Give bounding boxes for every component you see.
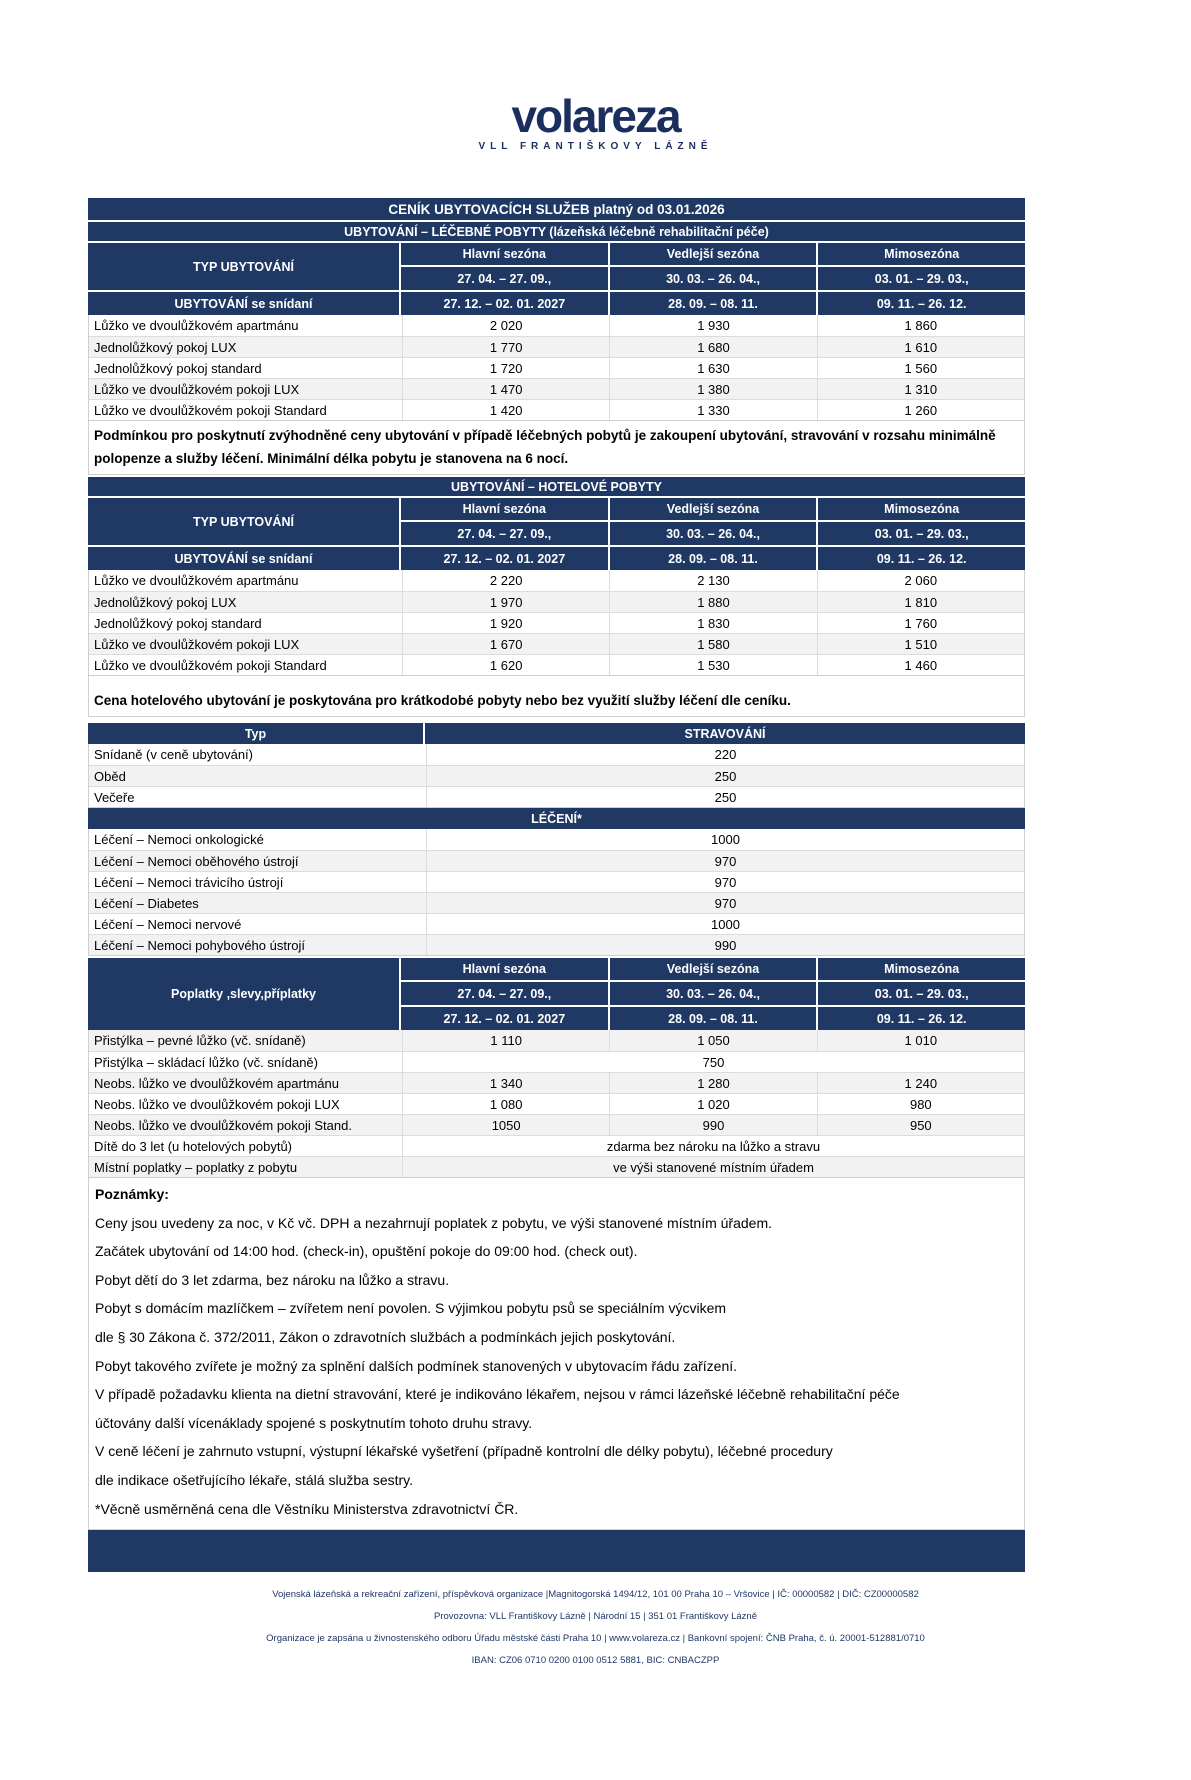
price-cell: 1 280	[609, 1073, 816, 1093]
row-label: Jednolůžkový pokoj LUX	[94, 594, 237, 610]
season-dates: 27. 12. – 02. 01. 2027	[401, 547, 608, 570]
price-cell: 1 460	[817, 655, 1024, 675]
price-cell: 1 260	[817, 400, 1024, 420]
spa-section-header: UBYTOVÁNÍ – LÉČEBNÉ POBYTY (lázeňská léčebně rehabilitační péče)	[88, 222, 1025, 241]
remark-line: *Věcně usměrněná cena dle Věstníku Ministerstva zdravotnictví ČR.	[95, 1500, 519, 1517]
breakfast-included-header: UBYTOVÁNÍ se snídaní	[88, 547, 399, 570]
price-list-document	[88, 198, 1025, 1572]
row-label: Přistýlka – skládací lůžko (vč. snídaně)	[94, 1054, 318, 1070]
table-row	[89, 786, 1024, 807]
season-name: Mimosezóna	[818, 958, 1025, 980]
season-dates: 03. 01. – 29. 03.,	[818, 982, 1025, 1005]
price-cell: 2 060	[817, 570, 1024, 591]
type-of-accommodation-header: TYP UBYTOVÁNÍ	[88, 498, 399, 545]
fees-table	[88, 1030, 1025, 1178]
table-row	[89, 570, 1024, 591]
row-label: Neobs. lůžko ve dvoulůžkovém pokoji LUX	[94, 1096, 340, 1112]
price-cell: 1 330	[609, 400, 816, 420]
table-row	[89, 654, 1024, 675]
remark-line: Ceny jsou uvedeny za noc, v Kč vč. DPH a nezahrnují poplatek z pobytu, ve výši stanovené místním úřadem.	[95, 1214, 773, 1231]
meals-header	[88, 723, 1025, 744]
price-cell: 1 580	[609, 634, 816, 654]
table-row	[89, 913, 1024, 934]
season-dates: 28. 09. – 08. 11.	[610, 1007, 817, 1030]
table-row	[89, 744, 1024, 765]
season-header-left	[88, 958, 399, 1030]
season-column-secondary	[610, 958, 817, 1030]
price-cell: 1 680	[609, 337, 816, 357]
season-header-left	[88, 498, 399, 570]
season-dates: 09. 11. – 26. 12.	[818, 1007, 1025, 1030]
spa-season-header	[88, 243, 1025, 315]
row-label: Léčení – Nemoci oběhového ústrojí	[94, 853, 299, 869]
price-cell: zdarma bez nároku na lůžko a stravu	[402, 1136, 1024, 1156]
fees-season-header	[88, 958, 1025, 1030]
price-cell: 1 340	[402, 1073, 609, 1093]
row-label: Léčení – Nemoci pohybového ústrojí	[94, 937, 306, 953]
row-label: Lůžko ve dvoulůžkovém pokoji LUX	[94, 636, 300, 652]
season-dates: 28. 09. – 08. 11.	[610, 547, 817, 570]
row-label: Přistýlka – pevné lůžko (vč. snídaně)	[94, 1033, 306, 1048]
row-label: Léčení – Nemoci nervové	[94, 916, 242, 932]
price-cell: 990	[426, 935, 1024, 955]
price-cell: 1 470	[402, 379, 609, 399]
season-column-offseason	[818, 243, 1025, 315]
hotel-section-header: UBYTOVÁNÍ – HOTELOVÉ POBYTY	[88, 477, 1025, 496]
treatment-table	[88, 829, 1025, 956]
row-label: Lůžko ve dvoulůžkovém pokoji LUX	[94, 381, 300, 397]
price-cell: 970	[426, 851, 1024, 871]
price-cell: 750	[402, 1052, 1024, 1072]
remark-line: Pobyt takového zvířete je možný za splnění dalších podmínek stanovených v ubytovacím řádu zařízení.	[95, 1357, 738, 1374]
price-cell: 1 720	[402, 358, 609, 378]
table-row	[89, 765, 1024, 786]
season-column-offseason	[818, 498, 1025, 570]
hotel-condition-note	[88, 676, 1025, 717]
season-column-main	[401, 958, 608, 1030]
row-label: Léčení – Nemoci trávicího ústrojí	[94, 874, 284, 890]
price-cell: 970	[426, 872, 1024, 892]
row-label: Lůžko ve dvoulůžkovém apartmánu	[94, 318, 299, 333]
price-cell: 1 610	[817, 337, 1024, 357]
table-row	[89, 934, 1024, 955]
season-name: Hlavní sezóna	[401, 243, 608, 265]
meals-title-header: STRAVOVÁNÍ	[425, 723, 1025, 744]
price-cell: 950	[817, 1115, 1024, 1135]
row-label: Dítě do 3 let (u hotelových pobytů)	[94, 1138, 293, 1154]
table-row	[89, 1030, 1024, 1051]
table-row	[89, 892, 1024, 913]
price-cell: 1000	[426, 914, 1024, 934]
season-dates: 30. 03. – 26. 04.,	[610, 982, 817, 1005]
remarks-section	[88, 1178, 1025, 1530]
price-cell: 1000	[426, 829, 1024, 850]
note-line: Podmínkou pro poskytnutí zvýhodněné ceny ubytování v případě léčebných pobytů je zakoupení ubytování, stravování v rozsahu minimálně	[94, 428, 996, 443]
logo-subtitle: VLL FRANTIŠKOVY LÁZNĚ	[478, 141, 713, 152]
table-row	[89, 357, 1024, 378]
footer-line: Organizace je zapsána u živnostenského odboru Úřadu městské části Praha 10 | www.volareza.cz | Bankovní spojení: ČNB Praha, č. ú. 20001-512881/0710	[266, 1633, 925, 1645]
price-cell: 1 760	[817, 613, 1024, 633]
season-name: Hlavní sezóna	[401, 958, 608, 980]
row-label: Lůžko ve dvoulůžkovém pokoji Standard	[94, 402, 327, 418]
price-cell: 1 620	[402, 655, 609, 675]
table-row	[89, 378, 1024, 399]
table-row	[89, 336, 1024, 357]
season-column-offseason	[818, 958, 1025, 1030]
row-label: Večeře	[94, 789, 135, 805]
remarks-title: Poznámky:	[95, 1186, 169, 1202]
season-dates: 09. 11. – 26. 12.	[818, 547, 1025, 570]
price-cell: 1 920	[402, 613, 609, 633]
row-label: Neobs. lůžko ve dvoulůžkovém pokoji Stand.	[94, 1117, 352, 1133]
table-row	[89, 612, 1024, 633]
season-column-secondary	[610, 498, 817, 570]
document-title: CENÍK UBYTOVACÍCH SLUŽEB platný od 03.01.2026	[88, 198, 1025, 220]
price-cell: 1 860	[817, 315, 1024, 336]
price-cell: 1 970	[402, 592, 609, 612]
bottom-navy-bar	[88, 1530, 1025, 1572]
hotel-season-header	[88, 498, 1025, 570]
row-label: Snídaně (v ceně ubytování)	[94, 747, 253, 762]
table-row	[89, 1093, 1024, 1114]
type-of-accommodation-header: TYP UBYTOVÁNÍ	[88, 243, 399, 290]
price-cell: 980	[817, 1094, 1024, 1114]
note-line: Cena hotelového ubytování je poskytována pro krátkodobé pobyty nebo bez využití služby léčení dle ceníku.	[94, 693, 791, 708]
season-name: Vedlejší sezóna	[610, 243, 817, 265]
price-cell: 1 770	[402, 337, 609, 357]
table-row	[89, 850, 1024, 871]
spa-price-table	[88, 315, 1025, 421]
season-column-secondary	[610, 243, 817, 315]
logo-brand: volareza	[511, 90, 680, 142]
table-row	[89, 829, 1024, 850]
row-label: Lůžko ve dvoulůžkovém apartmánu	[94, 573, 299, 588]
season-dates: 27. 04. – 27. 09.,	[401, 522, 608, 545]
remark-line: Pobyt dětí do 3 let zdarma, bez nároku na lůžko a stravu.	[95, 1271, 450, 1288]
season-header-left	[88, 243, 399, 315]
season-dates: 27. 04. – 27. 09.,	[401, 982, 608, 1005]
season-dates: 03. 01. – 29. 03.,	[818, 522, 1025, 545]
row-label: Jednolůžkový pokoj LUX	[94, 339, 237, 355]
season-dates: 28. 09. – 08. 11.	[610, 292, 817, 315]
price-cell: 1 810	[817, 592, 1024, 612]
row-label: Léčení – Diabetes	[94, 895, 199, 911]
season-dates: 30. 03. – 26. 04.,	[610, 522, 817, 545]
price-cell: 990	[609, 1115, 816, 1135]
season-name: Vedlejší sezóna	[610, 498, 817, 520]
season-name: Vedlejší sezóna	[610, 958, 817, 980]
company-footer	[0, 1584, 1191, 1672]
season-column-main	[401, 243, 608, 315]
table-row	[89, 1135, 1024, 1156]
remark-line: Pobyt s domácím mazlíčkem – zvířetem není povolen. S výjimkou pobytu psů se speciálním výcvikem	[95, 1300, 727, 1317]
price-cell: 220	[426, 744, 1024, 765]
price-cell: 1 240	[817, 1073, 1024, 1093]
price-cell: 1 010	[817, 1030, 1024, 1051]
table-row	[89, 1114, 1024, 1135]
table-row	[89, 399, 1024, 420]
season-name: Hlavní sezóna	[401, 498, 608, 520]
season-dates: 09. 11. – 26. 12.	[818, 292, 1025, 315]
footer-line: Provozovna: VLL Františkovy Lázně | Národní 15 | 351 01 Františkovy Lázně	[433, 1611, 757, 1623]
table-row	[89, 591, 1024, 612]
price-cell: 1 560	[817, 358, 1024, 378]
hotel-price-table	[88, 570, 1025, 676]
price-cell: 1 510	[817, 634, 1024, 654]
table-row	[89, 1072, 1024, 1093]
price-cell: 1 830	[609, 613, 816, 633]
note-line: polopenze a služby léčení. Minimální délka pobytu je stanovena na 6 nocí.	[94, 451, 569, 466]
logo	[0, 90, 1191, 152]
row-label: Lůžko ve dvoulůžkovém pokoji Standard	[94, 657, 327, 673]
price-cell: 1 380	[609, 379, 816, 399]
price-cell: 2 220	[402, 570, 609, 591]
remark-line: Začátek ubytování od 14:00 hod. (check-in), opuštění pokoje do 09:00 hod. (check out).	[95, 1243, 638, 1260]
season-dates: 30. 03. – 26. 04.,	[610, 267, 817, 290]
price-cell: 970	[426, 893, 1024, 913]
season-dates: 27. 12. – 02. 01. 2027	[401, 1007, 608, 1030]
price-cell: 1 020	[609, 1094, 816, 1114]
row-label: Léčení – Nemoci onkologické	[94, 832, 264, 847]
table-row	[89, 1156, 1024, 1177]
price-cell: 1 110	[402, 1030, 609, 1051]
table-row	[89, 633, 1024, 654]
price-cell: 250	[426, 787, 1024, 807]
season-name: Mimosezóna	[818, 243, 1025, 265]
season-dates: 03. 01. – 29. 03.,	[818, 267, 1025, 290]
row-label: Jednolůžkový pokoj standard	[94, 615, 262, 631]
meals-table	[88, 744, 1025, 808]
spa-condition-note	[88, 421, 1025, 475]
document-page	[0, 90, 1191, 1780]
price-cell: 1 930	[609, 315, 816, 336]
breakfast-included-header: UBYTOVÁNÍ se snídaní	[88, 292, 399, 315]
treatment-section-header: LÉČENÍ*	[88, 808, 1025, 829]
price-cell: 2 020	[402, 315, 609, 336]
row-label: Místní poplatky – poplatky z pobytu	[94, 1159, 298, 1175]
season-name: Mimosezóna	[818, 498, 1025, 520]
price-cell: 1 530	[609, 655, 816, 675]
price-cell: ve výši stanovené místním úřadem	[402, 1157, 1024, 1177]
price-cell: 1050	[402, 1115, 609, 1135]
remark-line: dle indikace ošetřujícího lékaře, stálá služba sestry.	[95, 1471, 414, 1488]
fees-header-label: Poplatky ,slevy,příplatky	[88, 958, 399, 1030]
remark-line: účtovány další vícenáklady spojené s poskytnutím tohoto druhu stravy.	[95, 1414, 533, 1431]
price-cell: 1 050	[609, 1030, 816, 1051]
price-cell: 2 130	[609, 570, 816, 591]
table-row	[89, 1051, 1024, 1072]
price-cell: 250	[426, 766, 1024, 786]
footer-line: IBAN: CZ06 0710 0200 0100 0512 5881, BIC: CNBACZPP	[471, 1655, 720, 1667]
season-dates: 27. 12. – 02. 01. 2027	[401, 292, 608, 315]
row-label: Neobs. lůžko ve dvoulůžkovém apartmánu	[94, 1075, 339, 1091]
row-label: Oběd	[94, 768, 126, 784]
season-column-main	[401, 498, 608, 570]
price-cell: 1 630	[609, 358, 816, 378]
price-cell: 1 880	[609, 592, 816, 612]
season-dates: 27. 04. – 27. 09.,	[401, 267, 608, 290]
remark-line: dle § 30 Zákona č. 372/2011, Zákon o zdravotních službách a podmínkách jejich poskytování.	[95, 1328, 676, 1345]
remark-line: V ceně léčení je zahrnuto vstupní, výstupní lékařské vyšetření (případně kontrolní dle délky pobytu), léčebné procedury	[95, 1443, 833, 1460]
price-cell: 1 420	[402, 400, 609, 420]
remark-line: V případě požadavku klienta na dietní stravování, které je indikováno lékařem, nejsou v rámci lázeňské léčebně rehabilitační péče	[95, 1386, 900, 1403]
table-row	[89, 871, 1024, 892]
table-row	[89, 315, 1024, 336]
price-cell: 1 310	[817, 379, 1024, 399]
row-label: Jednolůžkový pokoj standard	[94, 360, 262, 376]
meals-type-header: Typ	[88, 723, 423, 744]
price-cell: 1 080	[402, 1094, 609, 1114]
footer-line: Vojenská lázeňská a rekreační zařízení, příspěvková organizace |Magnitogorská 1494/12, 101 00 Praha 10 – Vršovice | IČ: 00000582 | DIČ: CZ00000582	[272, 1589, 919, 1601]
price-cell: 1 670	[402, 634, 609, 654]
